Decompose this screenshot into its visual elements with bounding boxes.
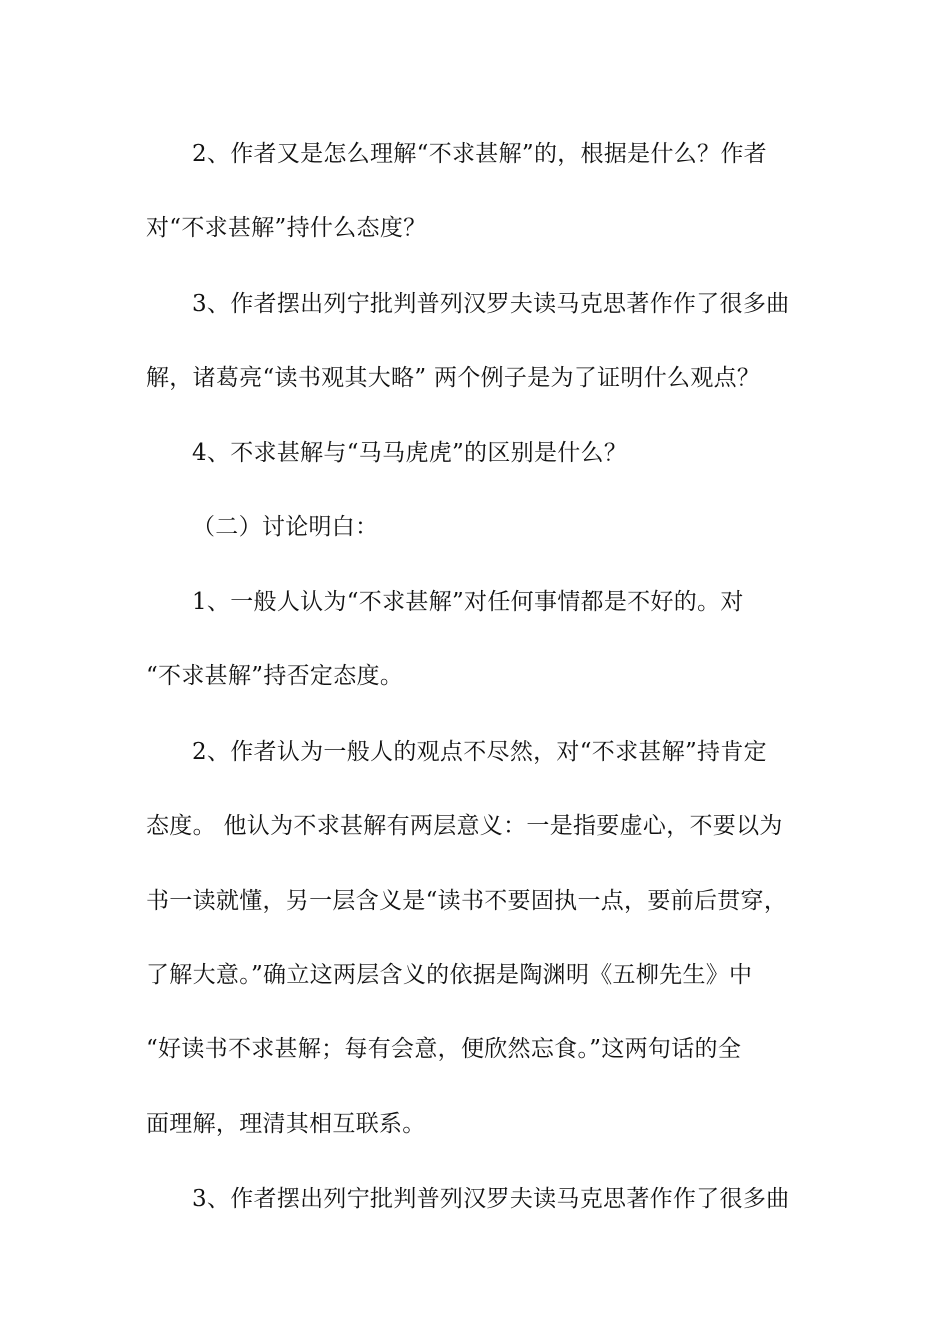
section-heading-discussion: （二）讨论明白： [192,514,379,540]
paragraph-question-3-line-2: 解，诸葛亮“读书观其大略” 两个例子是为了证明什么观点？ [146,365,761,391]
paragraph-answer-1-line-1: 1、一般人认为“不求甚解”对任何事情都是不好的。对 [192,589,744,615]
paragraph-question-2-line-1: 2、作者又是怎么理解“不求甚解”的，根据是什么？作者 [192,141,767,167]
paragraph-answer-2-line-3: 书一读就懂，另一层含义是“读书不要固执一点，要前后贯穿， [146,888,788,914]
paragraph-answer-2-line-1: 2、作者认为一般人的观点不尽然，对“不求甚解”持肯定 [192,739,767,765]
paragraph-question-2-line-2: 对“不求甚解”持什么态度？ [146,215,427,241]
paragraph-question-4: 4、不求甚解与“马马虎虎”的区别是什么？ [192,440,628,466]
paragraph-answer-2-line-6: 面理解，理清其相互联系。 [146,1111,426,1137]
paragraph-answer-2-line-2: 态度。 他认为不求甚解有两层意义：一是指要虚心，不要以为 [146,813,783,839]
paragraph-answer-2-line-5: “好读书不求甚解；每有会意，便欣然忘食。”这两句话的全 [146,1036,742,1062]
paragraph-answer-1-line-2: “不求甚解”持否定态度。 [146,663,404,689]
paragraph-question-3-line-1: 3、作者摆出列宁批判普列汉罗夫读马克思著作作了很多曲 [192,291,790,317]
paragraph-answer-2-line-4: 了解大意。”确立这两层含义的依据是陶渊明《五柳先生》中 [146,962,753,988]
paragraph-answer-3-line-1: 3、作者摆出列宁批判普列汉罗夫读马克思著作作了很多曲 [192,1186,790,1212]
